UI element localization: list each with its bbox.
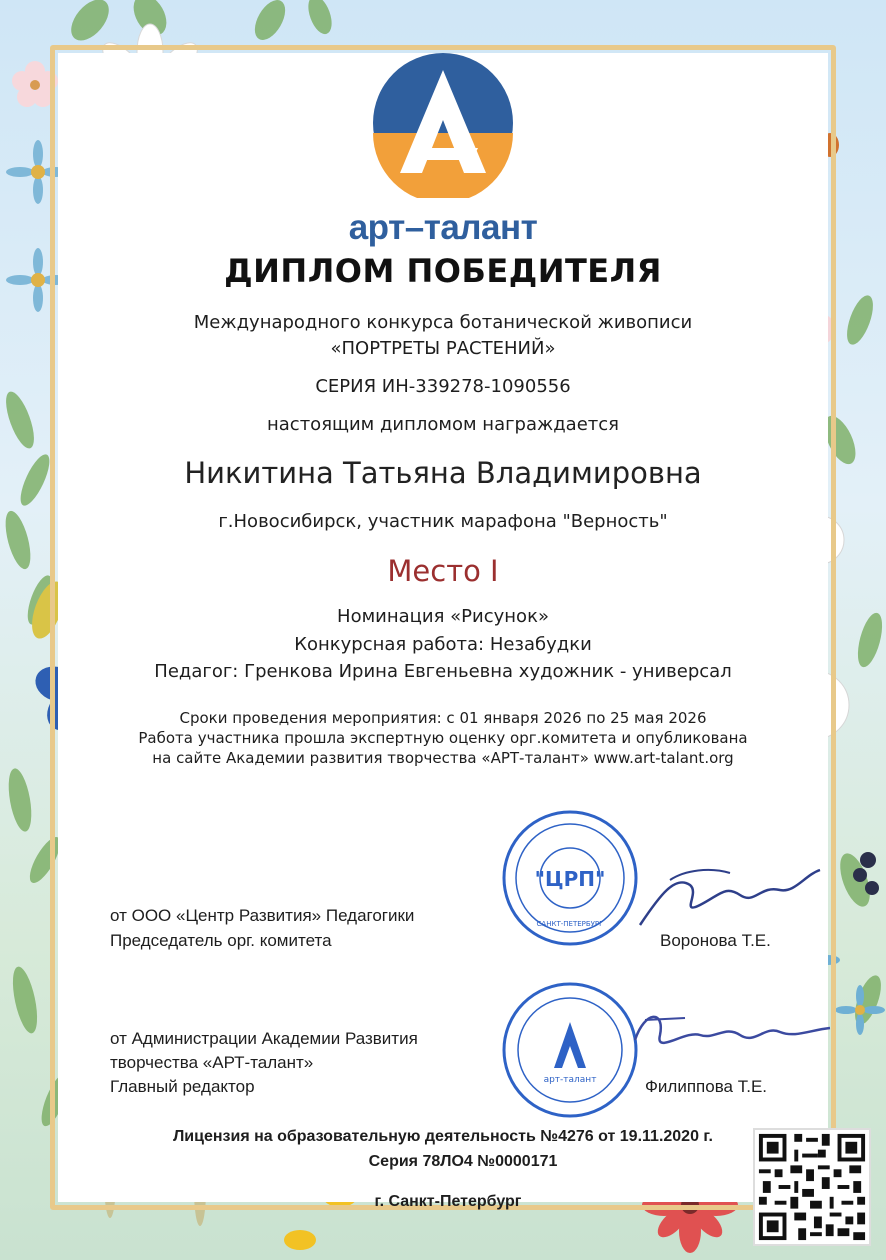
license-series: Серия 78ЛО4 №0000171 (368, 1153, 558, 1170)
city-text: г. Санкт-Петербург (374, 1193, 522, 1210)
review-line2: на сайте Академии развития творчества «АРТ-талант» www.art-talant.org (152, 749, 734, 767)
recipient-info: г.Новосибирск, участник марафона "Верность" (218, 511, 668, 532)
signer2-name: Филиппова Т.Е. (645, 1077, 768, 1096)
contest-work: Конкурсная работа: Незабудки (294, 634, 592, 655)
diploma-title: ДИПЛОМ ПОБЕДИТЕЛЯ (224, 252, 662, 290)
signer2-org: от Администрации Академии Развития (110, 1029, 418, 1048)
logo-brand-text: арт–талант (348, 208, 538, 247)
place-award: Место I (387, 554, 499, 588)
review-line1: Работа участника прошла экспертную оценку орг.комитета и опубликована (138, 729, 748, 747)
recipient-name: Никитина Татьяна Владимировна (184, 456, 702, 490)
signature-voronova (630, 855, 830, 935)
nomination: Номинация «Рисунок» (337, 606, 549, 627)
signer1-org: от ООО «Центр Развития» Педагогики (110, 906, 415, 925)
signer1-role: Председатель орг. комитета (110, 931, 332, 950)
signature-filippova (625, 1000, 835, 1070)
teacher-info: Педагог: Гренкова Ирина Евгеньевна художник - универсал (154, 661, 732, 682)
crp-stamp (500, 808, 640, 948)
stamp-center-text: "ЦРП" (534, 867, 606, 891)
signer1-name: Воронова Т.Е. (660, 931, 771, 950)
license-text: Лицензия на образовательную деятельность №4276 от 19.11.2020 г. (173, 1128, 713, 1145)
qr-code[interactable] (753, 1128, 871, 1246)
academy-stamp (500, 980, 640, 1120)
awarded-text: настоящим дипломом награждается (267, 414, 619, 435)
art-talant-logo-icon (368, 48, 518, 198)
signer2-role: Главный редактор (110, 1077, 255, 1096)
contest-name-line1: Международного конкурса ботанической живописи (193, 312, 693, 333)
signer2-org2: творчества «АРТ-талант» (110, 1053, 314, 1072)
series-number: СЕРИЯ ИН-339278-1090556 (315, 376, 571, 397)
academy-stamp-brand: арт-талант (543, 1075, 597, 1085)
contest-name-line2: «ПОРТРЕТЫ РАСТЕНИЙ» (330, 338, 556, 359)
event-dates: Сроки проведения мероприятия: с 01 января 2026 по 25 мая 2026 (179, 709, 707, 727)
qr-code-icon (755, 1130, 869, 1244)
stamp-city-text: САНКТ-ПЕТЕРБУРГ (536, 920, 604, 928)
